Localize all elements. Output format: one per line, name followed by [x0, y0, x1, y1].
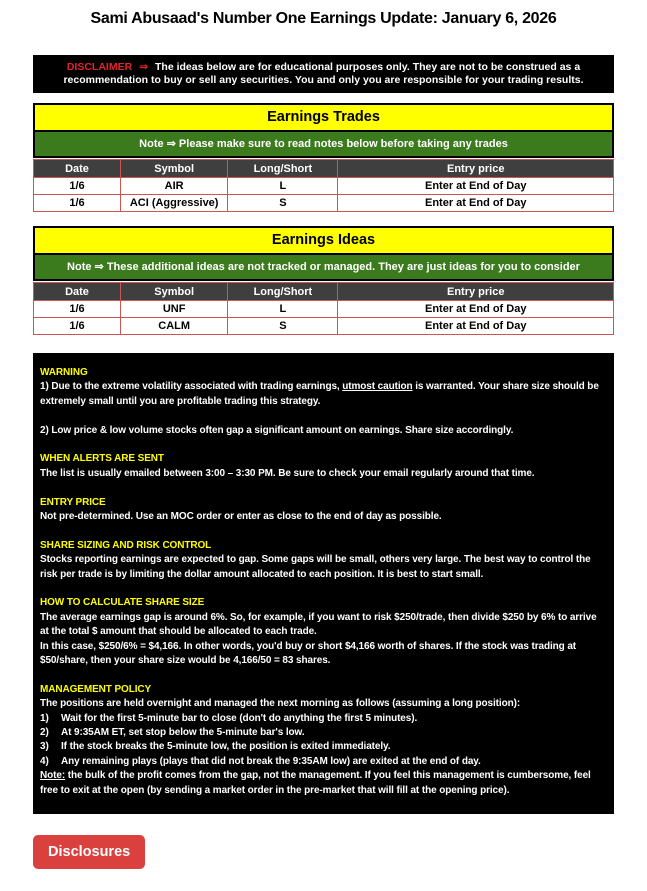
step-number: 4)	[40, 755, 49, 767]
management-policy-heading: MANAGEMENT POLICY	[40, 683, 152, 695]
step-text: Wait for the first 5-minute bar to close (don't do anything the first 5 minutes).	[61, 712, 418, 724]
table-row	[34, 318, 614, 335]
cell-longshort: L	[228, 301, 338, 318]
note-text: the bulk of the profit comes from the gap, not the management. If you feel this management is cumbersome, feel free to exit at the open (by sending a market order in the pre-market that will fill at the opening price).	[40, 770, 591, 796]
disclaimer-arrow-icon: ⇒	[139, 61, 148, 73]
cell-entry: Enter at End of Day	[338, 318, 614, 335]
disclosures-button[interactable]: Disclosures	[33, 835, 145, 869]
table-row	[34, 178, 614, 195]
entry-price-text: Not pre-determined. Use an MOC order or enter as close to the end of day as possible.	[40, 511, 442, 523]
spacer	[40, 668, 606, 682]
table-row	[34, 195, 614, 212]
column-header-date: Date	[34, 283, 121, 301]
column-header-symbol: Symbol	[121, 283, 228, 301]
earnings-ideas-note: Note ⇒ These additional ideas are not tracked or managed. They are just ideas for you to consider	[35, 255, 612, 279]
cell-entry: Enter at End of Day	[338, 178, 614, 195]
cell-longshort: S	[228, 318, 338, 335]
management-step	[40, 755, 606, 769]
earnings-ideas-table	[33, 282, 614, 335]
share-sizing-heading: SHARE SIZING AND RISK CONTROL	[40, 539, 212, 551]
step-text: If the stock breaks the 5-minute low, the position is exited immediately.	[61, 741, 391, 753]
cell-date: 1/6	[34, 195, 121, 212]
step-number: 2)	[40, 727, 49, 739]
disclaimer-text: The ideas below are for educational purposes only. They are not to be construed as a recommendation to buy or sell any securities. You and only you are responsible for your trading results.	[63, 61, 584, 86]
earnings-ideas-section	[33, 226, 614, 281]
earnings-trades-table	[33, 159, 614, 212]
warning-heading: WARNING	[40, 367, 88, 378]
column-header-longshort: Long/Short	[228, 283, 338, 301]
cell-date: 1/6	[34, 178, 121, 195]
warning-p1-text: is warranted. Your share size should be extremely small until you are profitable trading this strategy.	[40, 381, 599, 407]
spacer	[40, 409, 606, 423]
management-step	[40, 740, 606, 754]
warning-p1-underlined: utmost caution	[342, 381, 413, 393]
spacer	[40, 582, 606, 596]
table-header-row	[34, 160, 614, 178]
cell-symbol: ACI (Aggressive)	[121, 195, 228, 212]
calc-share-size-text-1: The average earnings gap is around 6%. So, for example, if you want to risk $250/trade, then divide $250 by 6% to arrive at the total $ amount that should be allocated to each trade.	[40, 611, 597, 638]
earnings-ideas-title: Earnings Ideas	[35, 228, 612, 255]
column-header-entry: Entry price	[338, 283, 614, 301]
page-title: Sami Abusaad's Number One Earnings Update: January 6, 2026	[90, 10, 557, 27]
cell-date: 1/6	[34, 318, 121, 335]
warning-paragraph-2: 2) Low price & low volume stocks often gap a significant amount on earnings. Share size accordingly.	[40, 424, 514, 436]
management-step	[40, 726, 606, 740]
disclaimer-bar	[33, 55, 614, 93]
disclaimer-label: DISCLAIMER	[66, 61, 133, 73]
cell-date: 1/6	[34, 301, 121, 318]
management-step	[40, 712, 606, 726]
earnings-trades-title: Earnings Trades	[35, 105, 612, 132]
spacer	[40, 438, 606, 452]
cell-longshort: S	[228, 195, 338, 212]
step-number: 3)	[40, 741, 49, 753]
table-header-row	[34, 283, 614, 301]
step-number: 1)	[40, 712, 49, 724]
share-sizing-text: Stocks reporting earnings are expected to gap. Some gaps will be small, others very large. The best way to control the risk per trade is by limiting the dollar amount allocated to each position. It is best to start small.	[40, 554, 591, 580]
warning-paragraph-1	[40, 380, 606, 409]
column-header-longshort: Long/Short	[228, 160, 338, 178]
cell-symbol: AIR	[121, 178, 228, 195]
note-label: Note:	[40, 770, 66, 782]
column-header-symbol: Symbol	[121, 160, 228, 178]
cell-entry: Enter at End of Day	[338, 195, 614, 212]
alerts-text: The list is usually emailed between 3:00 – 3:30 PM. Be sure to check your email regularly around that time.	[40, 467, 535, 479]
table-row	[34, 301, 614, 318]
warning-p1-text: 1) Due to the extreme volatility associated with trading earnings,	[40, 381, 343, 393]
alerts-heading: WHEN ALERTS ARE SENT	[40, 453, 164, 465]
calc-share-size-heading: HOW TO CALCULATE SHARE SIZE	[40, 597, 205, 609]
spacer	[40, 524, 606, 538]
column-header-entry: Entry price	[338, 160, 614, 178]
step-text: Any remaining plays (plays that did not break the 9:35AM low) are exited at the end of day.	[61, 755, 481, 767]
management-note	[40, 769, 606, 798]
step-text: At 9:35AM ET, set stop below the 5-minute bar's low.	[61, 727, 305, 739]
management-policy-intro: The positions are held overnight and managed the next morning as follows (assuming a long position):	[40, 698, 521, 710]
column-header-date: Date	[34, 160, 121, 178]
entry-price-heading: ENTRY PRICE	[40, 496, 106, 508]
cell-symbol: CALM	[121, 318, 228, 335]
cell-entry: Enter at End of Day	[338, 301, 614, 318]
cell-symbol: UNF	[121, 301, 228, 318]
spacer	[40, 481, 606, 495]
notes-panel	[33, 353, 614, 814]
earnings-trades-note: Note ⇒ Please make sure to read notes below before taking any trades	[35, 132, 612, 156]
calc-share-size-text-2: In this case, $250/6% = $4,166. In other words, you'd buy or short $4,166 worth of shares. If the stock was trading at $50/share, then your share size would be 4,166/50 = 83 shares.	[40, 640, 577, 667]
earnings-trades-section	[33, 103, 614, 158]
cell-longshort: L	[228, 178, 338, 195]
